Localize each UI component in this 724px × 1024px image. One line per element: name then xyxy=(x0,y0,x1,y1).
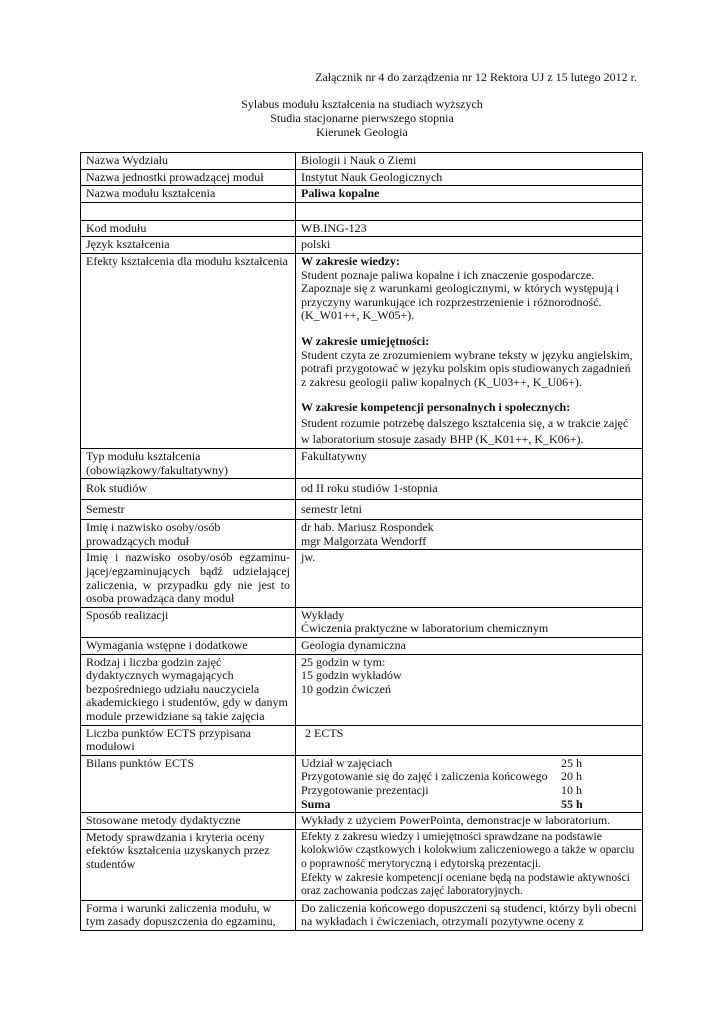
table-row-empty xyxy=(81,202,643,220)
table-row xyxy=(81,237,643,254)
balance-item xyxy=(301,757,601,771)
table-row xyxy=(81,253,643,448)
balance-item-value: 20 h xyxy=(561,769,582,784)
row-label: Nazwa Wydziału xyxy=(81,153,296,170)
assessment-cell xyxy=(296,829,643,900)
balance-total-name: Suma xyxy=(301,796,331,811)
empty-cell xyxy=(81,202,296,220)
row-value: Biologii i Nauk o Ziemi xyxy=(296,153,643,170)
balance-item-name: Udział w zajęciach xyxy=(301,755,393,770)
row-label: Wymagania wstępne i dodatkowe xyxy=(81,638,296,655)
table-row xyxy=(81,813,643,830)
syllabus-table xyxy=(80,152,643,931)
assessment-text-2: Efekty w zakresie kompetencji oceniane będą na podstawie aktywności oraz zachowania podczas zajęć laboratoryjnych. xyxy=(301,871,630,898)
row-value: Do zaliczenia końcowego dopuszczeni są studenci, którzy byli obecni na wykładach i ćwiczeniach, otrzymali pozytywne oceny z xyxy=(296,900,643,930)
row-label: Sposób realizacji xyxy=(81,607,296,637)
row-label: Język kształcenia xyxy=(81,237,296,254)
row-value: Instytut Nauk Geologicznych xyxy=(296,169,643,186)
balance-cell xyxy=(296,755,643,812)
balance-item-name: Przygotowanie się do zajęć i zaliczenia końcowego xyxy=(301,769,548,784)
row-value: od II roku studiów 1-stopnia xyxy=(296,479,643,500)
table-row xyxy=(81,550,643,607)
row-label: Typ modułu kształcenia (obowiązkowy/fakultatywny) xyxy=(81,448,296,478)
table-row xyxy=(81,725,643,755)
method-cell xyxy=(296,607,643,637)
table-row xyxy=(81,520,643,550)
table-row xyxy=(81,829,643,900)
table-row xyxy=(81,169,643,186)
row-value: WB.ING-123 xyxy=(296,220,643,237)
row-label: Liczba punktów ECTS przypisana modułowi xyxy=(81,725,296,755)
skills-heading: W zakresie umiejętności: xyxy=(301,333,430,348)
table-row xyxy=(81,499,643,520)
teacher-name: dr hab. Mariusz Rospondek xyxy=(301,520,434,535)
balance-item-value: 10 h xyxy=(561,782,582,797)
balance-item xyxy=(301,770,601,784)
row-label: Rodzaj i liczba godzin zajęć dydaktycznych wymagających bezpośredniego udziału nauczyciela akademickiego i studentów, gdy w danym module przewidziane są takie zajęcia xyxy=(81,654,296,725)
table-row xyxy=(81,755,643,812)
teacher-name: mgr Malgorzata Wendorff xyxy=(301,533,427,548)
balance-total xyxy=(301,798,601,812)
table-row xyxy=(81,153,643,170)
hours-lectures: 15 godzin wykładów xyxy=(301,668,402,683)
empty-cell xyxy=(296,202,643,220)
table-row xyxy=(81,654,643,725)
row-label: Nazwa jednostki prowadzącej moduł xyxy=(81,169,296,186)
row-label: Nazwa modułu kształcenia xyxy=(81,186,296,203)
row-value: Fakultatywny xyxy=(296,448,643,478)
document-heading xyxy=(0,97,724,139)
table-row xyxy=(81,900,643,930)
row-label: Semestr xyxy=(81,499,296,520)
table-row xyxy=(81,220,643,237)
row-label: Kod modułu xyxy=(81,220,296,237)
row-label: Forma i warunki zaliczenia modułu, w tym zasady dopuszczenia do egzaminu, xyxy=(81,900,296,930)
row-label: Efekty kształcenia dla modułu kształcenia xyxy=(81,253,296,448)
balance-item-value: 25 h xyxy=(561,755,582,770)
balance-item xyxy=(301,784,601,798)
table-row xyxy=(81,638,643,655)
heading-line-1: Sylabus modułu kształcenia na studiach wyższych xyxy=(241,97,483,111)
hours-exercises: 10 godzin ćwiczeń xyxy=(301,681,391,696)
table-row xyxy=(81,479,643,500)
balance-item-name: Przygotowanie prezentacji xyxy=(301,782,429,797)
assessment-text-1: Efekty z zakresu wiedzy i umiejętności sprawdzane na podstawie kolokwiów cząstkowych i kolokwium zaliczeniowego a także w oparciu o poprawność merytoryczną i edytorską prezentacji. xyxy=(301,830,635,870)
heading-line-3: Kierunek Geologia xyxy=(316,125,408,139)
table-row xyxy=(81,186,643,203)
row-label: Rok studiów xyxy=(81,479,296,500)
row-label: Bilans punktów ECTS xyxy=(81,755,296,812)
method-item: Wykłady xyxy=(301,607,345,622)
row-label: Imię i nazwisko osoby/osób prowadzących moduł xyxy=(81,520,296,550)
row-label: Stosowane metody dydaktyczne xyxy=(81,813,296,830)
table-row xyxy=(81,607,643,637)
outcomes-cell xyxy=(296,253,643,448)
row-value: jw. xyxy=(296,550,643,607)
row-value: polski xyxy=(296,237,643,254)
row-value: Geologia dynamiczna xyxy=(296,638,643,655)
competence-text: Student rozumie potrzebę dalszego kształcenia się, a w trakcie zajęć w laboratorium stosuje zasady BHP (K_K01++, K_K06+). xyxy=(301,415,629,446)
row-value: 2 ECTS xyxy=(296,725,643,755)
annex-note: Załącznik nr 4 do zarządzenia nr 12 Rektora UJ z 15 lutego 2012 r. xyxy=(315,70,637,84)
row-value: semestr letni xyxy=(296,499,643,520)
row-label: Metody sprawdzania i kryteria oceny efektów kształcenia uzyskanych przez studentów xyxy=(81,829,296,900)
method-item: Ćwiczenia praktyczne w laboratorium chemicznym xyxy=(301,621,549,636)
module-name: Paliwa kopalne xyxy=(296,186,643,203)
balance-total-value: 55 h xyxy=(561,796,583,811)
knowledge-heading: W zakresie wiedzy: xyxy=(301,253,400,268)
knowledge-text-2: Zapoznaje się z warunkami geologicznymi, w których występują i przyczyny warunkujące ich rozprzestrzenienie i różnorodność. (K_W01++, K_W05+). xyxy=(301,281,620,323)
heading-line-2: Studia stacjonarne pierwszego stopnia xyxy=(270,111,454,125)
hours-cell xyxy=(296,654,643,725)
competence-heading: W zakresie kompetencji personalnych i społecznych: xyxy=(301,400,571,415)
hours-total: 25 godzin w tym: xyxy=(301,654,386,669)
row-label: Imię i nazwisko osoby/osób egzaminu-jącej/egzaminujących bądź udzielającej zaliczenia, w przypadku gdy nie jest to osoba prowadząca dany moduł xyxy=(81,550,296,607)
row-value: Wykłady z użyciem PowerPointa, demonstracje w laboratorium. xyxy=(296,813,643,830)
knowledge-text-1: Student poznaje paliwa kopalne i ich znaczenie gospodarcze. xyxy=(301,267,595,282)
table-row xyxy=(81,448,643,478)
teachers-cell xyxy=(296,520,643,550)
skills-text: Student czyta ze zrozumieniem wybrane teksty w języku angielskim, potrafi przygotować w języku polskim opis studiowanych zagadnień z zakresu geologii paliw kopalnych (K_U03++, K_U06+). xyxy=(301,347,633,389)
